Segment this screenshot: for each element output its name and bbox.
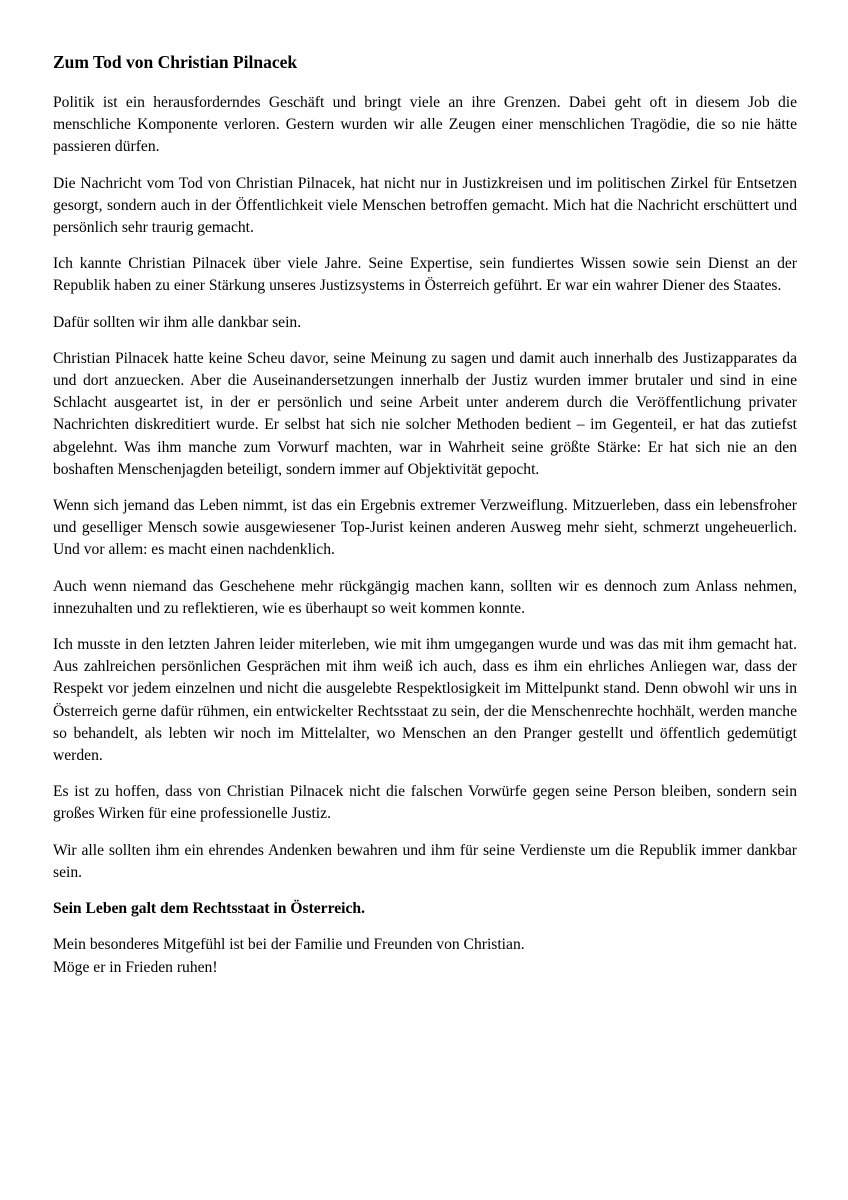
closing-line-rest-in-peace: Möge er in Frieden ruhen! xyxy=(53,958,218,976)
paragraph-politik: Politik ist ein herausforderndes Geschäft und bringt viele an ihre Grenzen. Dabei geht oft in diesem Job die menschliche Komponente verloren. Gestern wurden wir alle Zeugen einer menschlichen Tragödie, die so nie hätte passieren dürfen. xyxy=(53,94,797,156)
closing-line-condolence: Mein besonderes Mitgefühl ist bei der Familie und Freunden von Christian. xyxy=(53,936,525,954)
paragraph-dankbar: Dafür sollten wir ihm alle dankbar sein. xyxy=(53,313,302,331)
emphasis-line: Sein Leben galt dem Rechtsstaat in Österreich. xyxy=(53,900,365,918)
document-title: Zum Tod von Christian Pilnacek xyxy=(53,52,298,72)
document-page xyxy=(53,50,797,979)
paragraph-reflektieren: Auch wenn niemand das Geschehene mehr rückgängig machen kann, sollten wir es dennoch zum Anlass nehmen, innezuhalten und zu reflektieren, wie es überhaupt so weit kommen konnte. xyxy=(53,577,797,617)
closing-block xyxy=(53,934,797,978)
paragraph-expertise: Ich kannte Christian Pilnacek über viele Jahre. Seine Expertise, sein fundiertes Wissen sowie sein Dienst an der Republik haben zu einer Stärkung unseres Justizsystems in Österreich geführt. Er war ein wahrer Diener des Staates. xyxy=(53,255,797,295)
paragraph-verzweiflung: Wenn sich jemand das Leben nimmt, ist das ein Ergebnis extremer Verzweiflung. Mitzuerleben, dass ein lebensfroher und geselliger Mensch sowie ausgewiesener Top-Jurist keinen anderen Ausweg mehr sieht, schmerzt ungeheuerlich. Und vor allem: es macht einen nachdenklich. xyxy=(53,497,797,559)
paragraph-hoffnung: Es ist zu hoffen, dass von Christian Pilnacek nicht die falschen Vorwürfe gegen seine Person bleiben, sondern sein großes Wirken für eine professionelle Justiz. xyxy=(53,783,797,823)
paragraph-respekt: Ich musste in den letzten Jahren leider miterleben, wie mit ihm umgegangen wurde und was das mit ihm gemacht hat. Aus zahlreichen persönlichen Gesprächen mit ihm weiß ich auch, dass es ihm ein ehrliches Anliegen war, dass der Respekt vor jedem einzelnen und nicht die ausgelebte Respektlosigkeit im Mittelpunkt stand. Denn obwohl wir uns in Österreich gerne dafür rühmen, ein entwickelter Rechtsstaat zu sein, der die Menschenrechte hochhält, werden manche so behandelt, als lebten wir noch im Mittelalter, wo Menschen an den Pranger gestellt und öffentlich gedemütigt werden. xyxy=(53,636,797,765)
paragraph-nachricht: Die Nachricht vom Tod von Christian Pilnacek, hat nicht nur in Justizkreisen und im politischen Zirkel für Entsetzen gesorgt, sondern auch in der Öffentlichkeit viele Menschen betroffen gemacht. Mich hat die Nachricht erschüttert und persönlich sehr traurig gemacht. xyxy=(53,174,797,237)
paragraph-andenken: Wir alle sollten ihm ein ehrendes Andenken bewahren und ihm für seine Verdienste um die Republik immer dankbar sein. xyxy=(53,841,797,881)
paragraph-meinung: Christian Pilnacek hatte keine Scheu davor, seine Meinung zu sagen und damit auch innerhalb des Justizapparates da und dort anzuecken. Aber die Auseinandersetzungen innerhalb der Justiz wurden immer brutaler und sind in eine Schlacht ausgeartet ist, in der er persönlich und seine Arbeit unter anderem durch die Veröffentlichung privater Nachrichten diskreditiert wurde. Er selbst hat sich nie solcher Methoden bedient – im Gegenteil, er hat das zutiefst abgelehnt. Was ihm manche zum Vorwurf machten, war in Wahrheit seine größte Stärke: Er hat sich nie an den boshaften Menschenjagden beteiligt, sondern immer auf Objektivität gepocht. xyxy=(53,349,797,478)
